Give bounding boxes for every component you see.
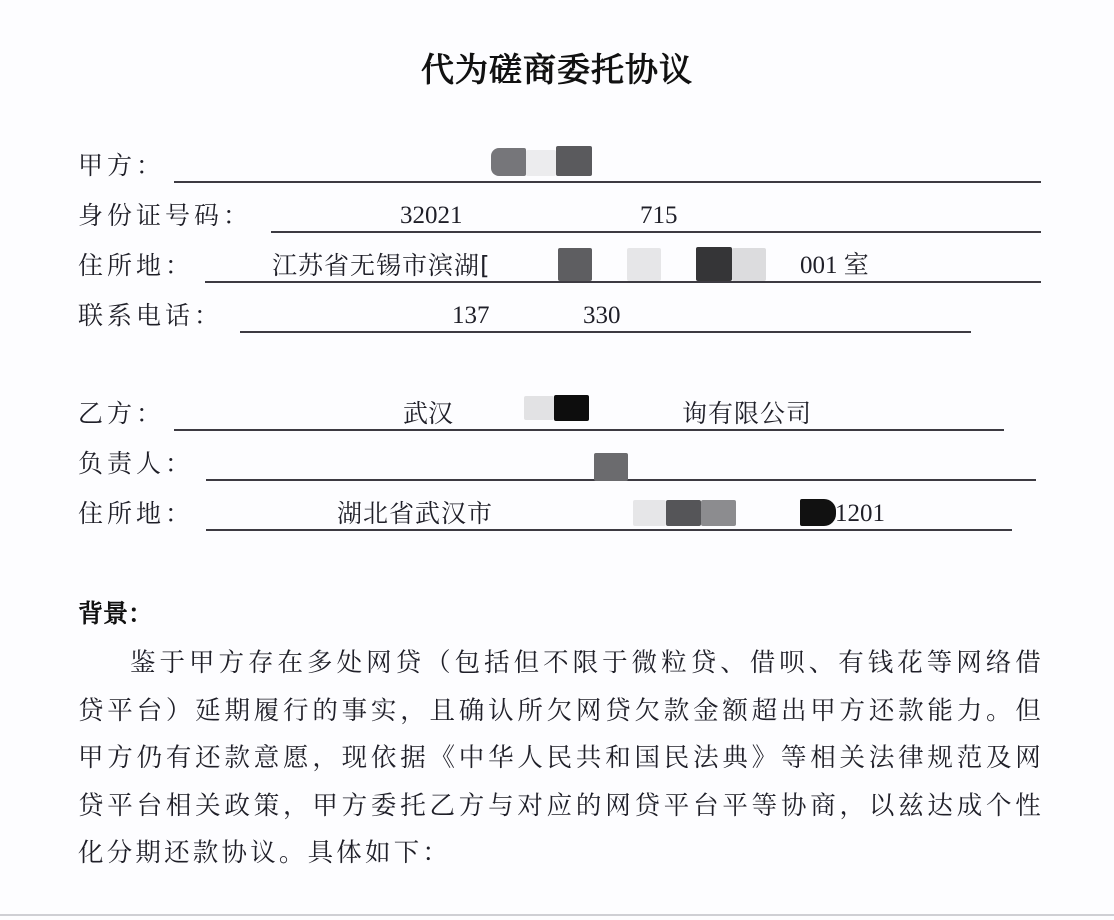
party-a-address-value-start: 江苏省无锡市滨湖[ [272,251,491,280]
party-b-address-value-start: 湖北省武汉市 [337,499,494,528]
id-number-value-start: 32021 [400,202,463,229]
id-number-label: 身份证号码： [78,201,253,230]
redaction-block [800,499,836,526]
party-b-name-field [78,396,1048,432]
id-number-value-end: 715 [640,202,678,229]
party-a-name-field [78,148,1048,184]
party-b-name-value-start: 武汉 [403,399,454,428]
redaction-block [732,248,766,281]
redaction-block [554,395,589,421]
redaction-block [524,396,554,420]
redaction-block [526,150,556,176]
party-b-name-value-end: 询有限公司 [682,399,813,428]
redaction-block [556,146,592,176]
redaction-block [696,247,732,281]
redaction-block [666,500,701,526]
redaction-block [701,500,736,526]
background-paragraph: 鉴于甲方存在多处网贷（包括但不限于微粒贷、借呗、有钱花等网络借贷平台）延期履行的事实，且确认所欠网贷欠款金额超出甲方还款能力。但甲方仍有还款意愿，现依据《中华人民共和国民法典》等相关法律规范及网贷平台相关政策，甲方委托乙方与对应的网贷平台平等协商，以兹达成个性化分期还款协议。具体如下： [78,648,1044,868]
redaction-block [594,453,628,481]
party-a-address-field [78,248,1048,284]
party-b-label: 乙方： [78,399,166,428]
party-a-address-value-end: 001 室 [800,252,869,279]
party-b-address-value-end: 1201 [835,500,885,527]
party-a-phone-field [78,298,1048,334]
party-a-id-field [78,198,1048,234]
document-title: 代为磋商委托协议 [421,50,693,89]
party-b-name-underline [174,429,1004,431]
party-a-address-label: 住所地： [78,251,195,280]
party-b-address-underline [206,529,1012,531]
redaction-block [627,248,661,281]
redaction-block [491,148,526,176]
phone-value-start: 137 [452,302,490,329]
party-b-address-label: 住所地： [78,499,195,528]
responsible-label: 负责人： [78,449,195,478]
party-b-address-field [78,496,1048,532]
redaction-block [633,500,666,526]
phone-label: 联系电话： [78,301,224,330]
party-a-name-underline [174,181,1041,183]
party-a-label: 甲方： [78,151,166,180]
phone-value-end: 330 [583,302,621,329]
page-bottom-edge [0,914,1114,916]
party-b-responsible-field [78,446,1048,482]
redaction-block [558,248,592,281]
background-heading: 背景： [78,599,154,628]
